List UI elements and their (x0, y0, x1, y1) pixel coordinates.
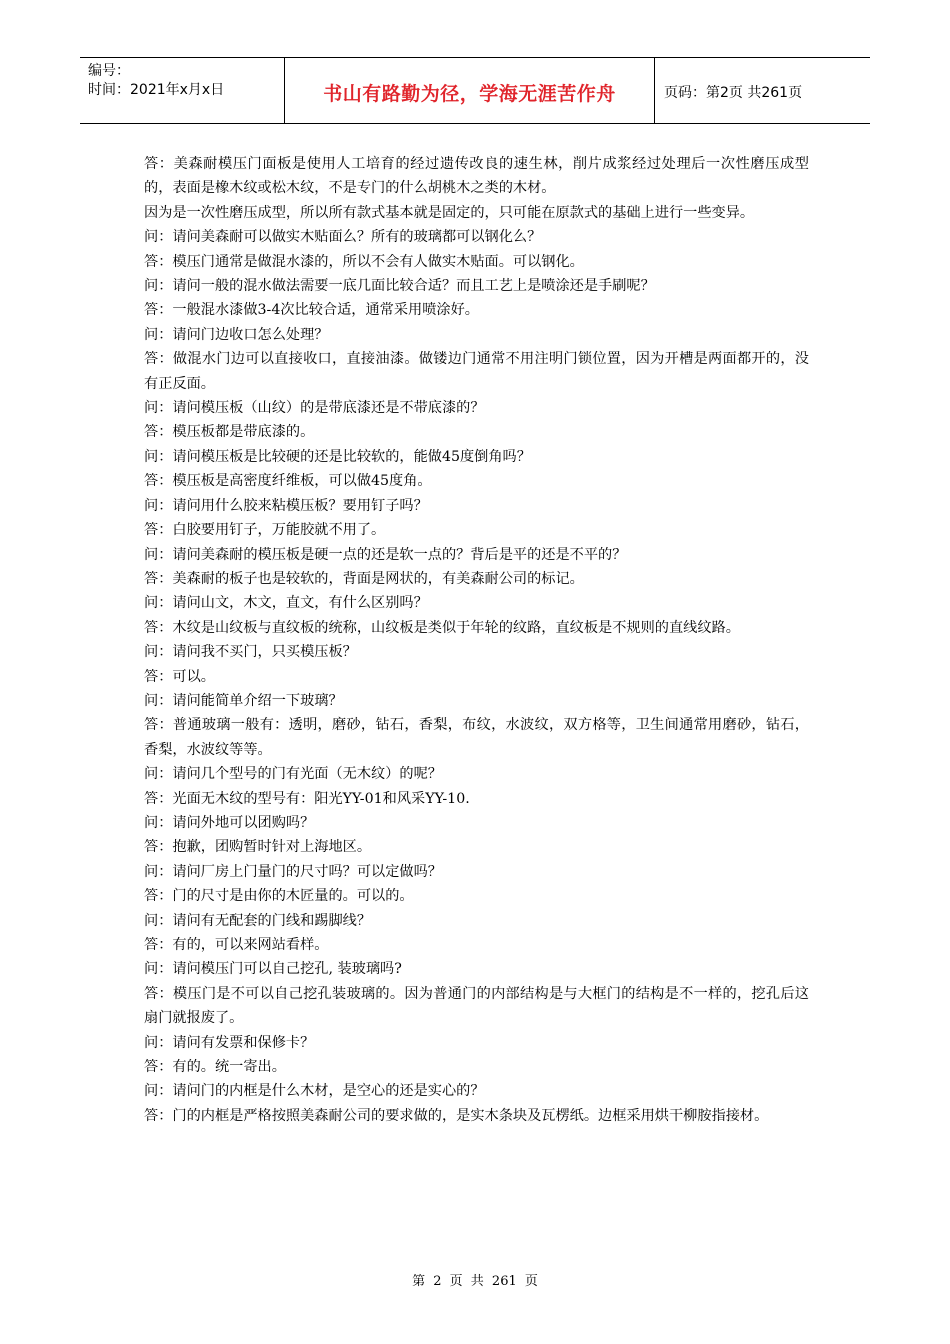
paragraph: 问：请问我不买门，只买模压板？ (144, 644, 357, 661)
paragraph: 答：光面无木纹的型号有：阳光YY-01和风采YY-10. (144, 790, 470, 807)
paragraph: 答：模压板是高密度纤维板，可以做45度角。 (144, 473, 432, 490)
paragraph: 答：做混水门边可以直接收口，直接油漆。做镂边门通常不用注明门锁位置，因为开槽是两面都开的，没有正反面。 (144, 351, 809, 392)
paragraph: 问：请问厂房上门量门的尺寸吗？可以定做吗？ (144, 863, 442, 880)
paragraph: 问：请问模压板是比较硬的还是比较软的，能做45度倒角吗？ (144, 448, 531, 465)
paragraph: 答：抱歉，团购暂时针对上海地区。 (144, 839, 372, 856)
paragraph: 答：模压门是不可以自己挖孔装玻璃的。因为普通门的内部结构是与大框门的结构是不一样的，挖孔后这扇门就报废了。 (144, 985, 809, 1027)
header-motto: 书山有路勤为径，学海无涯苦作舟 (323, 83, 616, 105)
paragraph: 因为是一次性磨压成型，所以所有款式基本就是固定的，只可能在原款式的基础上进行一些变异。 (144, 204, 755, 221)
paragraph: 答：白胶要用钉子，万能胶就不用了。 (144, 522, 386, 539)
paragraph: 问：请问美森耐可以做实木贴面么？所有的玻璃都可以钢化么？ (144, 229, 542, 246)
page-footer: 第 2 页 共 261 页 (412, 1274, 538, 1289)
page-header (80, 57, 870, 124)
paragraph: 问：请问外地可以团购吗？ (144, 814, 315, 831)
paragraph: 问：请问美森耐的模压板是硬一点的还是软一点的？背后是平的还是不平的？ (144, 546, 627, 563)
paragraph: 答：一般混水漆做3-4次比较合适，通常采用喷涂好。 (144, 302, 479, 319)
header-meta (88, 62, 224, 100)
paragraph: 答：木纹是山纹板与直纹板的统称，山纹板是类似于年轮的纹路，直纹板是不规则的直线纹路。 (144, 619, 740, 636)
paragraph: 问：请问几个型号的门有光面（无木纹）的呢？ (144, 766, 442, 783)
paragraph: 答：模压门通常是做混水漆的，所以不会有人做实木贴面。可以钢化。 (144, 253, 584, 270)
paragraph: 答：普通玻璃一般有：透明，磨砂，钻石，香梨，布纹，水波纹，双方格等，卫生间通常用磨砂，钻石，香梨，水波纹等等。 (144, 717, 809, 758)
header-page-indicator: 页码：第2页 共261页 (664, 85, 803, 101)
paragraph: 问：请问有发票和保修卡？ (144, 1034, 315, 1051)
paragraph: 答：美森耐的板子也是较软的，背面是网状的，有美森耐公司的标记。 (144, 570, 584, 587)
paragraph: 问：请问用什么胶来粘模压板？要用钉子吗？ (144, 497, 428, 514)
paragraph: 答：美森耐模压门面板是使用人工培育的经过遗传改良的速生林，削片成浆经过处理后一次性磨压成型的，表面是橡木纹或松木纹，不是专门的什么胡桃木之类的木材。 (144, 156, 809, 197)
paragraph: 答：可以。 (144, 668, 215, 685)
paragraph: 问：请问能简单介绍一下玻璃？ (144, 692, 343, 709)
header-divider (654, 58, 655, 123)
paragraph: 问：请问有无配套的门线和踢脚线？ (144, 912, 372, 929)
document-body (144, 152, 809, 1128)
paragraph: 答：有的，可以来网站看样。 (144, 937, 329, 953)
paragraph: 问：请问门的内框是什么木材，是空心的还是实心的？ (144, 1083, 485, 1100)
paragraph: 问：请问一般的混水做法需要一底几面比较合适？而且工艺上是喷涂还是手刷呢？ (144, 278, 655, 295)
paragraph: 答：模压板都是带底漆的。 (144, 424, 315, 441)
document-number-label: 编号： (88, 63, 130, 79)
paragraph: 问：请问门边收口怎么处理？ (144, 326, 329, 343)
paragraph: 问：请问山文，木文，直文，有什么区别吗？ (144, 595, 428, 612)
paragraph: 问：请问模压板（山纹）的是带底漆还是不带底漆的？ (144, 400, 485, 417)
paragraph: 答：门的尺寸是由你的木匠量的。可以的。 (144, 888, 414, 905)
paragraph: 答：门的内框是严格按照美森耐公司的要求做的，是实木条块及瓦楞纸。边框采用烘干柳胺指接材。 (144, 1107, 769, 1124)
document-time-label: 时间：2021年x月x日 (88, 82, 225, 98)
paragraph: 答：有的。统一寄出。 (144, 1059, 286, 1076)
paragraph: 问：请问模压门可以自己挖孔, 装玻璃吗? (144, 961, 402, 978)
